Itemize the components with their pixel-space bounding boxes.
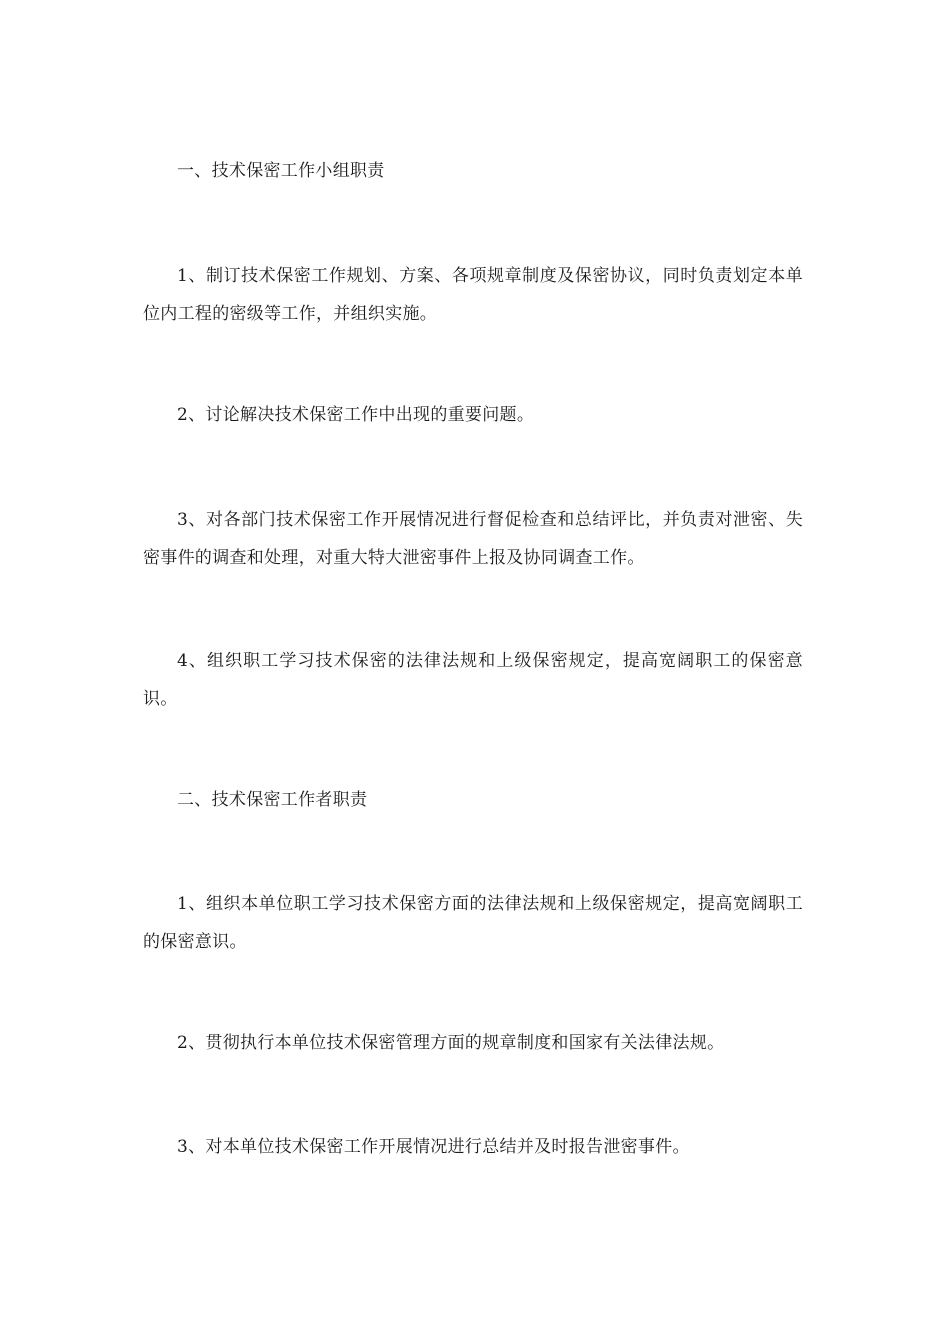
section-heading-2: 二、技术保密工作者职责 <box>177 790 368 810</box>
paragraph-1-4: 4、组织职工学习技术保密的法律法规和上级保密规定，提高宽阔职工的保密意识。 <box>143 651 803 709</box>
paragraph-1-1: 1、制订技术保密工作规划、方案、各项规章制度及保密协议，同时负责划定本单位内工程的密级等工作，并组织实施。 <box>143 266 803 324</box>
paragraph-2-3: 3、对本单位技术保密工作开展情况进行总结并及时报告泄密事件。 <box>177 1137 690 1157</box>
paragraph-2-1: 1、组织本单位职工学习技术保密方面的法律法规和上级保密规定，提高宽阔职工的保密意识。 <box>143 894 803 952</box>
paragraph-1-3: 3、对各部门技术保密工作开展情况进行督促检查和总结评比，并负责对泄密、失密事件的调查和处理，对重大特大泄密事件上报及协同调查工作。 <box>143 510 803 568</box>
paragraph-2-2: 2、贯彻执行本单位技术保密管理方面的规章制度和国家有关法律法规。 <box>177 1033 725 1053</box>
section-heading-1: 一、技术保密工作小组职责 <box>177 161 385 181</box>
paragraph-1-2: 2、讨论解决技术保密工作中出现的重要问题。 <box>177 405 535 425</box>
